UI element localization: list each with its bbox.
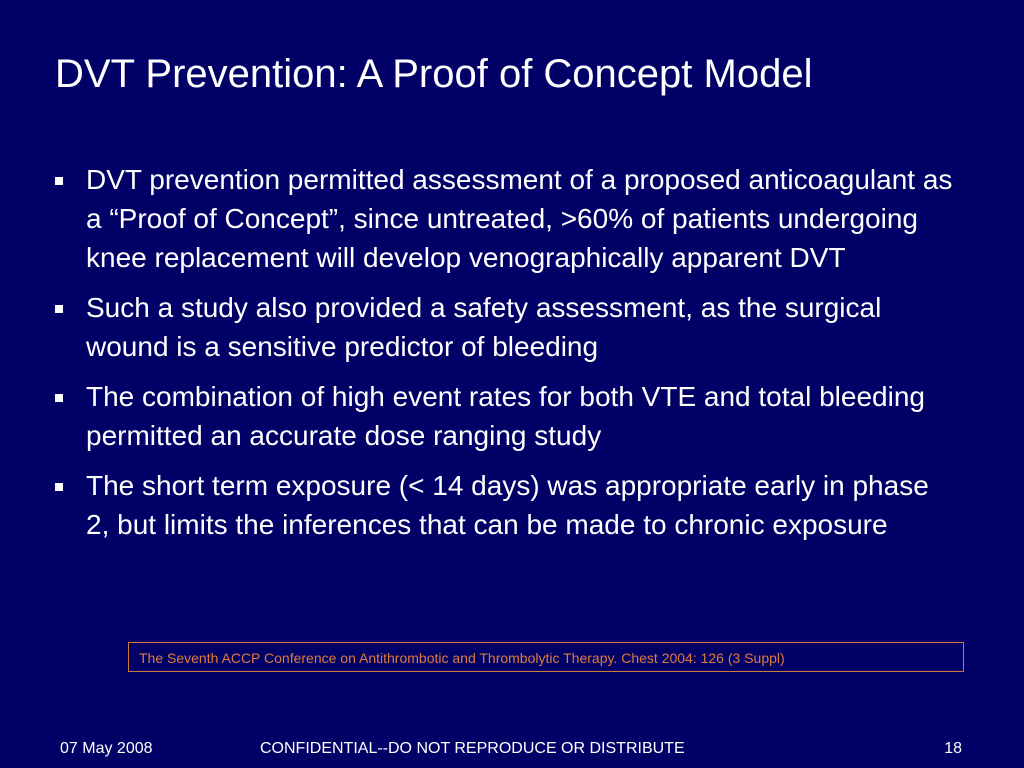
citation-box: The Seventh ACCP Conference on Antithrombotic and Thrombolytic Therapy. Chest 2004: 126 (3 Suppl): [128, 642, 964, 672]
square-bullet-icon: [55, 483, 63, 491]
footer-date: 07 May 2008: [60, 740, 153, 757]
footer-page-number: 18: [944, 740, 962, 757]
bullet-item: [55, 377, 955, 455]
bullet-item: [55, 288, 955, 366]
slide-title: DVT Prevention: A Proof of Concept Model: [55, 52, 813, 96]
square-bullet-icon: [55, 394, 63, 402]
bullet-item: [55, 466, 955, 544]
bullet-text: The combination of high event rates for both VTE and total bleeding permitted an accurate dose ranging study: [86, 381, 925, 451]
bullet-item: [55, 160, 955, 277]
square-bullet-icon: [55, 177, 63, 185]
bullet-text: The short term exposure (< 14 days) was appropriate early in phase 2, but limits the inferences that can be made to chronic exposure: [86, 470, 929, 540]
footer-confidential-notice: CONFIDENTIAL--DO NOT REPRODUCE OR DISTRIBUTE: [260, 740, 685, 757]
bullet-text: DVT prevention permitted assessment of a proposed anticoagulant as a “Proof of Concept”, since untreated, >60% of patients undergoing knee replacement will develop venographically apparent DVT: [86, 164, 953, 273]
bullet-text: Such a study also provided a safety assessment, as the surgical wound is a sensitive predictor of bleeding: [86, 292, 882, 362]
square-bullet-icon: [55, 305, 63, 313]
bullet-list: [55, 160, 955, 555]
